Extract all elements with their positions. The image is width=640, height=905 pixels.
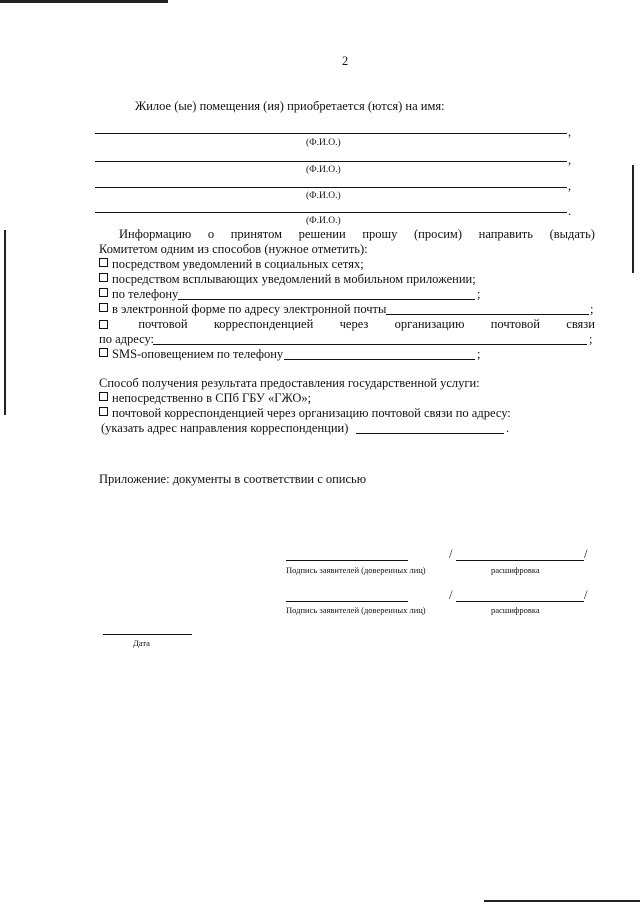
info-word: направить: [478, 227, 533, 241]
checkbox[interactable]: [99, 258, 108, 267]
info-word: (выдать): [549, 227, 595, 241]
result-address-note: (указать адрес направления корреспонденции): [101, 421, 349, 435]
postal-word: корреспонденцией: [213, 317, 314, 331]
info-word: принятом: [230, 227, 283, 241]
name-line-3: [95, 187, 567, 188]
option-social-networks[interactable]: [99, 257, 364, 271]
result-option-postal[interactable]: [99, 406, 511, 420]
decode-label-1: расшифровка: [491, 565, 540, 575]
scan-left-edge: [4, 230, 6, 415]
info-word: о: [207, 227, 215, 241]
phone-field-end: ;: [477, 287, 481, 301]
name-line-1: [95, 133, 567, 134]
option-label: SMS-оповещением по телефону: [112, 347, 284, 361]
name-line-2-caption: (Ф.И.О.): [306, 165, 341, 175]
date-label: Дата: [133, 638, 150, 648]
signature-slash-2: /: [449, 588, 453, 602]
decode-slash-2: /: [584, 588, 588, 602]
postal-word: почтовой: [138, 317, 188, 331]
decode-label-2: расшифровка: [491, 605, 540, 615]
info-word: (просим): [414, 227, 462, 241]
option-label: в электронной форме по адресу электронной почты: [112, 302, 387, 316]
option-label: по телефону: [112, 287, 179, 301]
signature-slash-1: /: [449, 547, 453, 561]
option-label: посредством всплывающих уведомлений в мобильном приложении;: [112, 272, 476, 286]
scan-bottom-edge: [484, 900, 640, 902]
page-heading: Жилое (ые) помещения (ия) приобретается (ются) на имя:: [135, 99, 445, 113]
info-request-line-2: Комитетом одним из способов (нужное отметить):: [99, 242, 368, 256]
option-sms[interactable]: [99, 347, 283, 361]
info-word: Информацию: [119, 227, 192, 241]
signature-label-1: Подпись заявителей (доверенных лиц): [286, 565, 426, 575]
result-address-field[interactable]: [356, 433, 504, 434]
name-line-4-end: .: [568, 204, 572, 218]
page-number: 2: [342, 54, 349, 68]
checkbox[interactable]: [99, 392, 108, 401]
option-email[interactable]: [99, 302, 386, 316]
name-line-4-caption: (Ф.И.О.): [306, 216, 341, 226]
name-line-4: [95, 212, 567, 213]
info-word: прошу: [362, 227, 398, 241]
phone-field[interactable]: [178, 299, 475, 300]
postal-word: почтовой: [490, 317, 540, 331]
scan-top-edge: [0, 0, 168, 3]
postal-word: организацию: [394, 317, 465, 331]
email-field[interactable]: [386, 314, 589, 315]
postal-word: связи: [566, 317, 595, 331]
checkbox[interactable]: [99, 407, 108, 416]
signature-line-2[interactable]: [286, 601, 408, 602]
sms-phone-field[interactable]: [284, 359, 475, 360]
option-phone[interactable]: [99, 287, 178, 301]
checkbox[interactable]: [99, 288, 108, 297]
info-request-line-1: [119, 227, 595, 241]
result-title: Способ получения результата предоставления государственной услуги:: [99, 376, 480, 390]
postal-address-label: по адресу:: [99, 332, 155, 346]
signature-label-2: Подпись заявителей (доверенных лиц): [286, 605, 426, 615]
option-label: непосредственно в СПб ГБУ «ГЖО»;: [112, 391, 312, 405]
result-option-in-person[interactable]: [99, 391, 311, 405]
decode-slash-1: /: [584, 547, 588, 561]
checkbox[interactable]: [99, 303, 108, 312]
option-postal[interactable]: [99, 317, 595, 331]
decode-line-1[interactable]: [456, 560, 584, 561]
result-address-end: .: [506, 421, 510, 435]
scan-right-edge: [632, 165, 634, 273]
option-mobile-app[interactable]: [99, 272, 476, 286]
option-label: почтовой корреспонденцией через организацию почтовой связи по адресу:: [112, 406, 511, 420]
name-line-1-caption: (Ф.И.О.): [306, 138, 341, 148]
attachment-text: Приложение: документы в соответствии с описью: [99, 472, 367, 486]
checkbox[interactable]: [99, 320, 108, 329]
name-line-3-end: ,: [568, 179, 572, 193]
signature-line-1[interactable]: [286, 560, 408, 561]
option-label: посредством уведомлений в социальных сетях;: [112, 257, 364, 271]
name-line-3-caption: (Ф.И.О.): [306, 191, 341, 201]
sms-phone-end: ;: [477, 347, 481, 361]
name-line-2-end: ,: [568, 153, 572, 167]
decode-line-2[interactable]: [456, 601, 584, 602]
email-field-end: ;: [590, 302, 594, 316]
postal-address-field[interactable]: [153, 344, 587, 345]
postal-word: через: [339, 317, 369, 331]
postal-address-end: ;: [589, 332, 593, 346]
info-word: решении: [298, 227, 346, 241]
name-line-1-end: ,: [568, 125, 572, 139]
name-line-2: [95, 161, 567, 162]
checkbox[interactable]: [99, 348, 108, 357]
date-line[interactable]: [103, 634, 192, 635]
checkbox[interactable]: [99, 273, 108, 282]
